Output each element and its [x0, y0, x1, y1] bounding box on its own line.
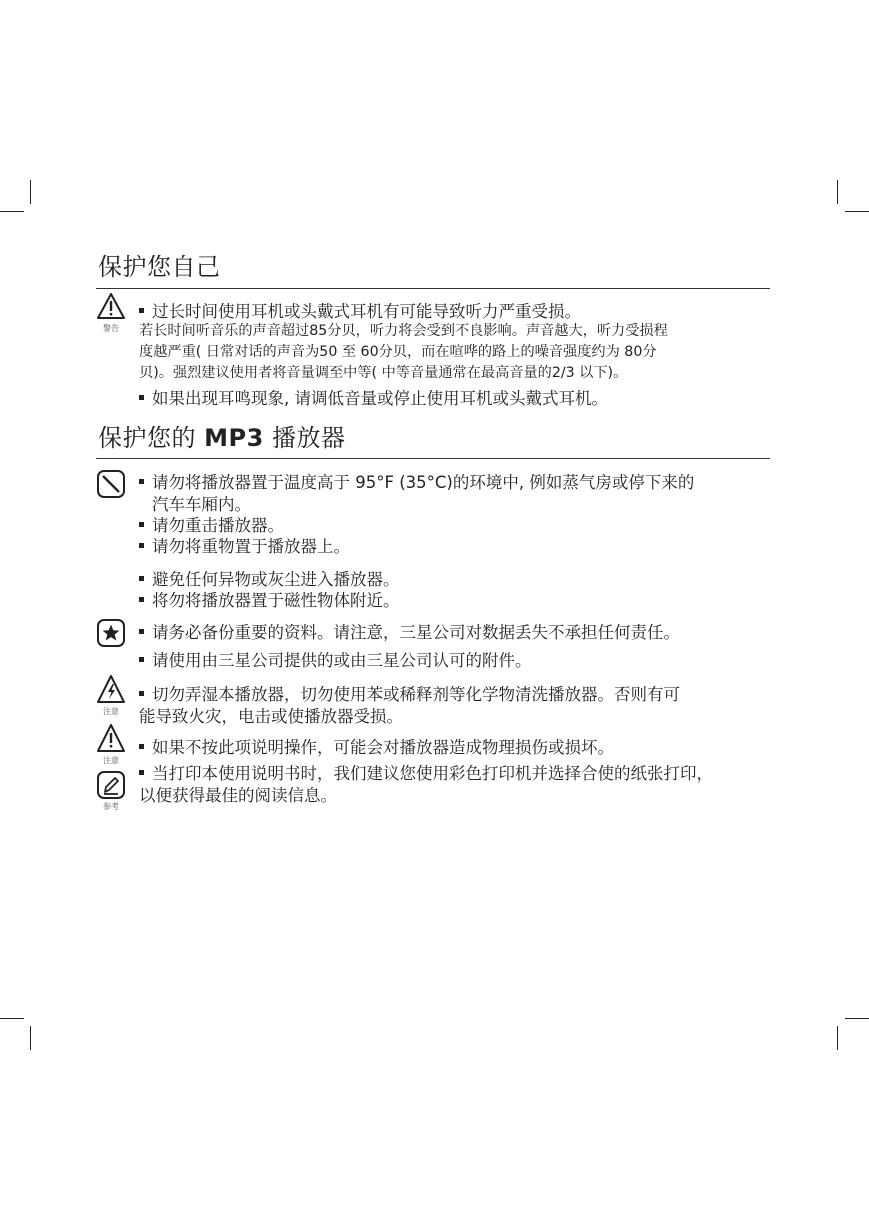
bullet — [139, 522, 144, 527]
section-divider — [96, 458, 770, 459]
warning-caption: 警告 — [103, 324, 119, 333]
note-icon — [96, 770, 126, 800]
bullet — [139, 597, 144, 602]
bullet — [139, 629, 144, 634]
section-title-protect-yourself: 保护您自己 — [98, 253, 221, 281]
list-item: 当打印本使用说明书时，我们建议您使用彩色打印机并选择合使的纸张打印， — [139, 763, 713, 785]
section-divider — [96, 288, 770, 289]
list-item: 请务必备份重要的资料。请注意，三星公司对数据丢失不承担任何责任。 — [139, 622, 680, 644]
list-item: 避免任何异物或灰尘进入播放器。 — [139, 569, 400, 591]
paragraph-line: 若长时间听音乐的声音超过85分贝，听力将会受到不良影响。声音越大，听力受损程 — [139, 323, 668, 339]
caution-caption: 注意 — [103, 756, 119, 765]
bullet — [139, 657, 144, 662]
crop-mark — [845, 1018, 869, 1019]
bullet — [139, 691, 144, 696]
crop-mark — [837, 1026, 838, 1050]
warning-icon — [96, 292, 126, 322]
list-item: 切勿弄湿本播放器，切勿使用苯或稀释剂等化学物清洗播放器。否则有可 — [139, 684, 680, 706]
list-item: 过长时间使用耳机或头戴式耳机有可能导致听力严重受损。 — [139, 301, 581, 323]
electric-hazard-icon — [96, 674, 126, 704]
list-item: 请勿将重物置于播放器上。 — [139, 536, 350, 558]
crop-mark — [0, 211, 24, 212]
crop-mark — [0, 1018, 24, 1019]
crop-mark — [837, 180, 838, 204]
note-caption: 参考 — [103, 802, 119, 811]
crop-mark — [845, 211, 869, 212]
list-item: 如果不按此项说明操作，可能会对播放器造成物理损伤或损坏。 — [139, 737, 614, 759]
bullet — [139, 395, 144, 400]
crop-mark — [30, 180, 31, 204]
list-item: 如果出现耳鸣现象, 请调低音量或停止使用耳机或头戴式耳机。 — [139, 388, 608, 410]
bullet — [139, 744, 144, 749]
caution-icon — [96, 723, 126, 753]
bullet — [139, 308, 144, 313]
bullet — [139, 770, 144, 775]
list-item: 请使用由三星公司提供的或由三星公司认可的附件。 — [139, 650, 532, 672]
caution-caption: 注意 — [103, 707, 119, 716]
list-item-continuation: 以便获得最佳的阅读信息。 — [139, 786, 337, 805]
list-item-continuation: 能导致火灾，电击或使播放器受损。 — [139, 707, 403, 726]
section-title-protect-player: 保护您的 MP3 播放器 — [98, 424, 346, 452]
crop-mark — [30, 1026, 31, 1050]
list-item: 请勿将播放器置于温度高于 95°F (35°C)的环境中, 例如蒸气房或停下来的 — [139, 472, 694, 494]
list-item: 请勿重击播放器。 — [139, 515, 284, 537]
bullet — [139, 543, 144, 548]
star-icon — [96, 618, 126, 648]
bullet — [139, 479, 144, 484]
paragraph-line: 贝)。强烈建议使用者将音量调至中等( 中等音量通常在最高音量的2/3 以下)。 — [139, 365, 628, 381]
list-item-continuation: 汽车车厢内。 — [152, 495, 251, 514]
prohibition-icon — [96, 469, 126, 499]
list-item: 将勿将播放器置于磁性物体附近。 — [139, 590, 400, 612]
bullet — [139, 576, 144, 581]
paragraph-line: 度越严重( 日常对话的声音为50 至 60分贝，而在喧哗的路上的噪音强度约为 80分 — [139, 344, 657, 360]
